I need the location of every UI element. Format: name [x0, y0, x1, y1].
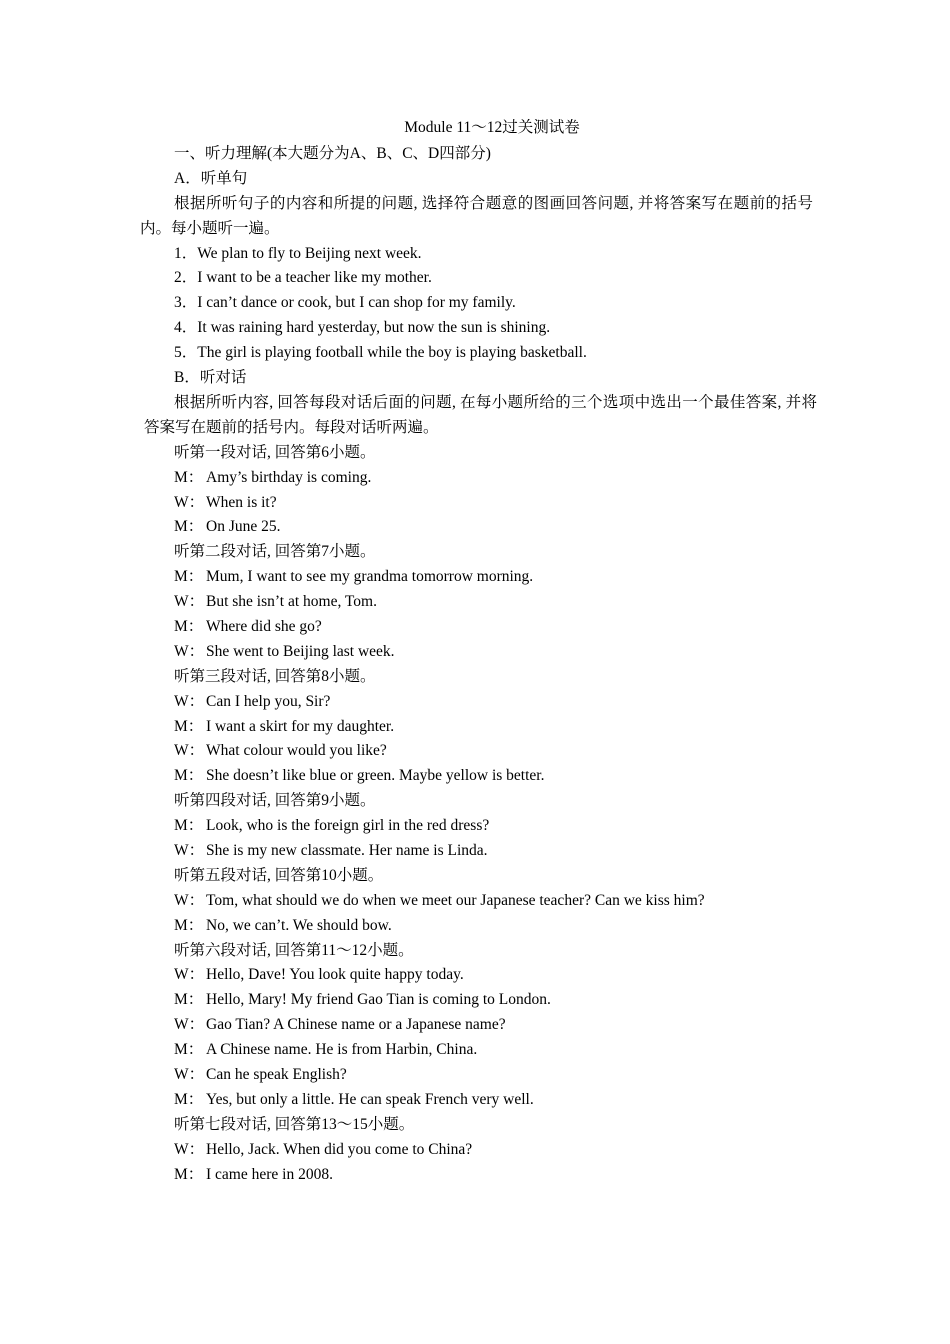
speaker-label: W： [174, 891, 205, 909]
dialogue-line [140, 914, 820, 939]
dialogue-line [140, 466, 820, 491]
speaker-label: M： [174, 991, 204, 1009]
speaker-label: M： [174, 518, 204, 536]
speaker-label: W： [174, 1016, 205, 1034]
dialogue-line [140, 565, 820, 590]
dialogue-text: Look, who is the foreign girl in the red dress? [206, 817, 490, 835]
dialogue-line [140, 1138, 820, 1163]
speaker-label: M： [174, 1165, 204, 1183]
dialogue-text: Yes, but only a little. He can speak French very well. [206, 1090, 534, 1108]
dialogue-text: Can he speak English? [206, 1066, 347, 1084]
dialogue-heading: 听第三段对话, 回答第8小题。 [174, 667, 376, 685]
dialogue-line [140, 615, 820, 640]
list-item: 4．It was raining hard yesterday, but now the sun is shining. [174, 319, 551, 337]
speaker-label: W： [174, 742, 205, 760]
list-item: 3．I can’t dance or cook, but I can shop for my family. [174, 294, 516, 312]
page-title: Module 11～12过关测试卷 [404, 119, 580, 136]
dialogue-text: She went to Beijing last week. [206, 642, 395, 660]
dialogue-line [140, 515, 820, 540]
speaker-label: W： [174, 593, 205, 611]
dialogue-line [140, 590, 820, 615]
dialogue-text: Hello, Jack. When did you come to China? [206, 1140, 473, 1158]
speaker-label: W： [174, 1140, 205, 1158]
dialogue-heading: 听第二段对话, 回答第7小题。 [174, 543, 376, 561]
part-a-heading: A．听单句 [174, 169, 248, 187]
section-heading: 一、听力理解(本大题分为A、B、C、D四部分) [174, 145, 491, 162]
speaker-label: M： [174, 1090, 204, 1108]
dialogue-text: I came here in 2008. [206, 1165, 333, 1183]
speaker-label: M： [174, 617, 204, 635]
speaker-label: M： [174, 1041, 204, 1059]
dialogue-text: Amy’s birthday is coming. [206, 468, 372, 486]
dialogue-line [140, 889, 820, 914]
list-item: 5．The girl is playing football while the boy is playing basketball. [174, 344, 587, 362]
speaker-label: W： [174, 1066, 205, 1084]
dialogue-line [140, 814, 820, 839]
speaker-label: W： [174, 642, 205, 660]
dialogue-line [140, 988, 820, 1013]
dialogue-text: Mum, I want to see my grandma tomorrow morning. [206, 568, 534, 586]
dialogue-text: Gao Tian? A Chinese name or a Japanese name? [206, 1016, 506, 1034]
dialogue-text: Hello, Dave! You look quite happy today. [206, 966, 464, 984]
speaker-label: M： [174, 767, 204, 785]
dialogue-line [140, 764, 820, 789]
dialogue-line [140, 839, 820, 864]
dialogue-text: I want a skirt for my daughter. [206, 717, 395, 735]
dialogue-line [140, 1163, 820, 1188]
dialogue-list [140, 441, 820, 1188]
dialogue-heading: 听第四段对话, 回答第9小题。 [174, 792, 376, 810]
dialogue-text: She is my new classmate. Her name is Linda. [206, 842, 488, 859]
dialogue-text: Can I help you, Sir? [206, 692, 331, 710]
speaker-label: W： [174, 842, 205, 859]
dialogue-line [140, 963, 820, 988]
dialogue-line [140, 640, 820, 665]
speaker-label: W： [174, 493, 205, 511]
list-item: 1．We plan to fly to Beijing next week. [174, 244, 422, 262]
dialogue-heading: 听第一段对话, 回答第6小题。 [174, 443, 376, 461]
speaker-label: M： [174, 568, 204, 586]
dialogue-line [140, 1088, 820, 1113]
dialogue-line [140, 690, 820, 715]
speaker-label: M： [174, 717, 204, 735]
speaker-label: M： [174, 468, 204, 486]
dialogue-line [140, 491, 820, 516]
dialogue-heading: 听第七段对话, 回答第13～15小题。 [174, 1115, 415, 1133]
dialogue-text: When is it? [206, 493, 277, 511]
dialogue-line [140, 1063, 820, 1088]
dialogue-text: No, we can’t. We should bow. [206, 916, 392, 934]
dialogue-line [140, 739, 820, 764]
speaker-label: M： [174, 916, 204, 934]
list-item: 2．I want to be a teacher like my mother. [174, 269, 432, 287]
document-body [140, 142, 820, 1187]
part-a-instruction: 根据所听句子的内容和所提的问题, 选择符合题意的图画回答问题, 并将答案写在题前的括号内。每小题听一遍。 [140, 194, 813, 237]
speaker-label: W： [174, 692, 205, 710]
dialogue-text: What colour would you like? [206, 742, 387, 760]
dialogue-line [140, 715, 820, 740]
dialogue-text: On June 25. [206, 518, 281, 536]
dialogue-text: But she isn’t at home, Tom. [206, 593, 377, 611]
dialogue-heading: 听第六段对话, 回答第11～12小题。 [174, 941, 414, 959]
dialogue-heading: 听第五段对话, 回答第10小题。 [174, 866, 384, 884]
speaker-label: M： [174, 817, 204, 835]
dialogue-text: She doesn’t like blue or green. Maybe yellow is better. [206, 767, 545, 785]
dialogue-text: Where did she go? [206, 617, 322, 635]
dialogue-text: A Chinese name. He is from Harbin, China. [206, 1041, 478, 1059]
part-b-instruction: 根据所听内容, 回答每段对话后面的问题, 在每小题所给的三个选项中选出一个最佳答案, 并将答案写在题前的括号内。每段对话听两遍。 [144, 393, 817, 436]
dialogue-text: Hello, Mary! My friend Gao Tian is coming to London. [206, 991, 551, 1009]
dialogue-text: Tom, what should we do when we meet our Japanese teacher? Can we kiss him? [206, 891, 705, 909]
part-b-heading: B．听对话 [174, 369, 247, 387]
dialogue-line [140, 1013, 820, 1038]
speaker-label: W： [174, 966, 205, 984]
dialogue-line [140, 1038, 820, 1063]
